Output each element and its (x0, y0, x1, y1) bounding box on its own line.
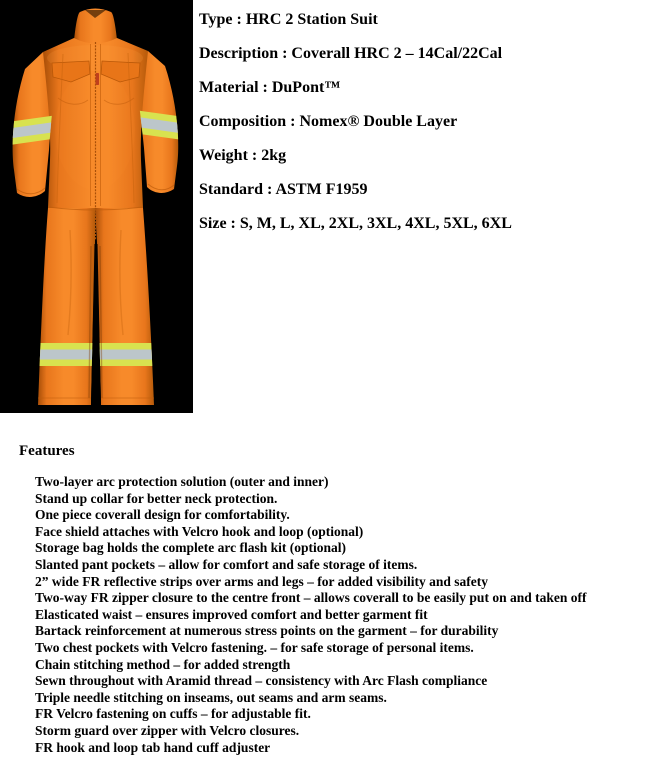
coverall-photo (0, 0, 193, 413)
feature-item: Slanted pant pockets – allow for comfort and safe storage of items. (35, 556, 418, 572)
feature-item: Bartack reinforcement at numerous stress points on the garment – for durability (35, 623, 499, 639)
spec-line: Type : HRC 2 Station Suit (199, 11, 378, 28)
feature-item: Chain stitching method – for added strength (35, 656, 291, 672)
feature-item: Storage bag holds the complete arc flash kit (optional) (35, 540, 346, 556)
feature-item: Storm guard over zipper with Velcro closures. (35, 722, 300, 738)
feature-item: Two-layer arc protection solution (outer and inner) (35, 474, 329, 489)
spec-line: Size : S, M, L, XL, 2XL, 3XL, 4XL, 5XL, 6XL (199, 215, 512, 232)
feature-item: FR Velcro fastening on cuffs – for adjustable fit. (35, 706, 311, 722)
feature-item: Stand up collar for better neck protection. (35, 490, 278, 506)
coverall-illustration (0, 0, 193, 413)
features-heading: Features (19, 443, 75, 459)
spec-line: Weight : 2kg (199, 147, 287, 164)
spec-line: Standard : ASTM F1959 (199, 181, 368, 198)
feature-item: FR hook and loop tab hand cuff adjuster (35, 739, 271, 755)
feature-item: Elasticated waist – ensures improved comfort and better garment fit (35, 606, 428, 622)
feature-item: 2” wide FR reflective strips over arms and legs – for added visibility and safety (35, 573, 488, 589)
feature-item: Two-way FR zipper closure to the centre front – allows coverall to be easily put on and taken off (35, 590, 587, 606)
zipper-tag (96, 73, 99, 85)
left-leg-reflective-band (34, 343, 98, 366)
feature-item: Two chest pockets with Velcro fastening. – for safe storage of personal items. (35, 639, 474, 655)
spec-list (199, 3, 512, 241)
feature-item: Sewn throughout with Aramid thread – consistency with Arc Flash compliance (35, 673, 488, 689)
right-leg-reflective-band (95, 343, 159, 366)
spec-line: Composition : Nomex® Double Layer (199, 113, 458, 130)
feature-item: Face shield attaches with Velcro hook and loop (optional) (35, 523, 364, 539)
features-list (35, 474, 586, 756)
spec-line: Description : Coverall HRC 2 – 14Cal/22Cal (199, 45, 503, 62)
spec-line: Material : DuPont™ (199, 79, 341, 96)
feature-item: Triple needle stitching on inseams, out seams and arm seams. (35, 689, 387, 705)
feature-item: One piece coverall design for comfortability. (35, 507, 290, 523)
